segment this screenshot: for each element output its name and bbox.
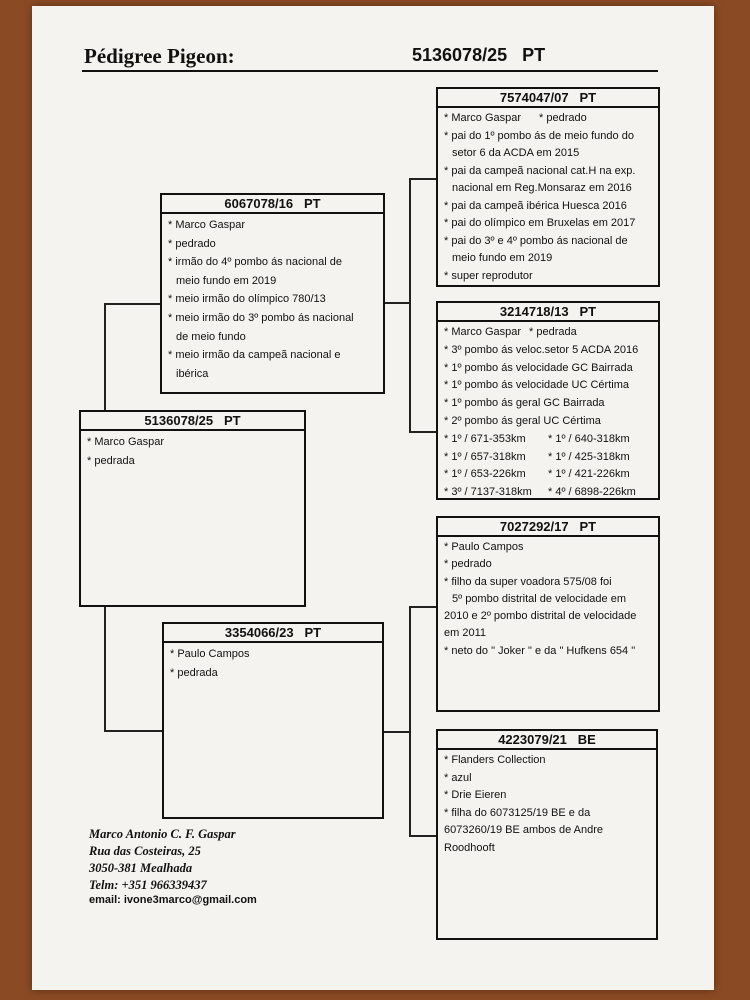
dam-dam-box (436, 729, 658, 940)
sire-line: * Marco Gaspar (168, 216, 377, 235)
sire-dam-color: pedrada (536, 326, 577, 338)
owner-phone: Telm: +351 966339437 (89, 878, 207, 892)
sire-ring: 6067078/16 PT (162, 195, 383, 214)
sire-sire-line: * pai do 1º pombo ás de meio fundo do (444, 128, 652, 146)
sire-line: ibérica (176, 367, 209, 380)
sire-line: * pedrado (168, 235, 377, 254)
page-title: Pédigree Pigeon: (84, 44, 235, 68)
result-cell: * 1º / 653-226km (444, 466, 548, 484)
dam-line: * Paulo Campos (170, 645, 376, 664)
owner-name: Marco Antonio C. F. Gaspar (89, 827, 236, 841)
dam-dam-line: * Flanders Collection (444, 752, 650, 770)
dam-dam-line: Roodhooft (444, 841, 495, 854)
sire-sire-line: nacional em Reg.Monsaraz em 2016 (452, 182, 632, 194)
connector (409, 431, 437, 433)
sire-sire-line: setor 6 da ACDA em 2015 (452, 147, 580, 159)
connector (104, 303, 106, 411)
result-row (444, 449, 652, 467)
dam-box (162, 622, 384, 819)
dam-sire-line: 5º pombo distrital de velocidade em (452, 592, 627, 605)
header-rule (82, 70, 658, 72)
dam-sire-line: * neto do " Joker " e da " Hufkens 654 " (444, 643, 652, 660)
connector (409, 178, 411, 432)
subject-line: * pedrada (87, 452, 298, 471)
sire-dam-ring: 3214718/13 PT (438, 303, 658, 322)
dam-dam-line: 6073260/19 BE ambos de Andre (444, 824, 604, 837)
sire-line: * meio irmão do olímpico 780/13 (168, 290, 377, 309)
result-cell: * 1º / 657-318km (444, 449, 548, 467)
owner-email: email: ivone3marco@gmail.com (89, 894, 257, 906)
sire-sire-breeder: Marco Gaspar (451, 112, 522, 124)
sire-sire-line: * pai da campeã ibérica Huesca 2016 (444, 198, 652, 216)
sire-sire-line: * pai do olímpico em Bruxelas em 2017 (444, 215, 652, 233)
result-cell: * 3º / 7137-318km (444, 484, 548, 502)
connector (384, 302, 410, 304)
result-row (444, 431, 652, 449)
sire-sire-line: * pai da campeã nacional cat.H na exp. (444, 163, 652, 181)
dam-dam-line: * Drie Eieren (444, 787, 650, 805)
result-cell: * 1º / 640-318km (548, 431, 652, 449)
result-row (444, 484, 652, 502)
sire-dam-box: 3214718/13 PT * Marco Gaspar * pedrada * 3º pombo ás veloc.setor 5 ACDA 2016 * 1º pombo ás velocidade GC Bairrada * 1º pombo ás velocidade UC Cértima * 1º pombo ás geral GC Bairrada * 2º pombo ás geral UC Cértima * 1º / 671-353km * 1º / 640-318km * 1º / 657-318km * 1º / 425-318km * 1º / 653-226km * 1º / 421-226km * 3º / 7137-318km * 4º / 6898-226km (436, 301, 660, 500)
subject-ring: 5136078/25 PT (81, 412, 304, 431)
sire-line: meio fundo em 2019 (176, 274, 277, 287)
sire-line: * meio irmão do 3º pombo ás nacional (168, 309, 377, 328)
connector (409, 835, 437, 837)
result-cell: * 1º / 425-318km (548, 449, 652, 467)
sire-sire-color: pedrado (546, 112, 587, 124)
sire-dam-line: * 1º pombo ás geral GC Bairrada (444, 395, 652, 413)
dam-sire-line: 2010 e 2º pombo distrital de velocidade (444, 610, 637, 623)
sire-box (160, 193, 385, 394)
sire-dam-line: * 3º pombo ás veloc.setor 5 ACDA 2016 (444, 342, 652, 360)
result-cell: * 1º / 421-226km (548, 466, 652, 484)
dam-sire-line: em 2011 (444, 627, 486, 640)
dam-dam-line: * azul (444, 770, 650, 788)
sire-line: * irmão do 4º pombo ás nacional de (168, 253, 377, 272)
header-ring-number: 5136078/25 PT (412, 45, 546, 65)
dam-ring: 3354066/23 PT (164, 624, 382, 643)
dam-sire-line: * filho da super voadora 575/08 foi (444, 574, 652, 591)
dam-dam-line: * filha do 6073125/19 BE e da (444, 805, 650, 823)
sire-sire-ring: 7574047/07 PT (438, 89, 658, 108)
sire-sire-line: meio fundo em 2019 (452, 252, 553, 264)
result-row (444, 466, 652, 484)
connector (409, 178, 437, 180)
connector (384, 731, 410, 733)
connector (409, 606, 437, 608)
dam-sire-box (436, 516, 660, 712)
sire-line: de meio fundo (176, 330, 246, 343)
dam-line: * pedrada (170, 664, 376, 683)
connector (104, 730, 162, 732)
connector (104, 606, 106, 731)
sire-sire-box: 7574047/07 PT * Marco Gaspar * pedrado * pai do 1º pombo ás de meio fundo do setor 6 da ACDA em 2015 * pai da campeã nacional cat.H na exp. nacional em Reg.Monsaraz em 2016 * pai da campeã ibérica Huesca 2016 * pai do olímpico em Bruxelas em 2017 * pai do 3º e 4º pombo ás nacional de meio fundo em 2019 * super reprodutor (436, 87, 660, 287)
sire-dam-line: * 1º pombo ás velocidade UC Cértima (444, 377, 652, 395)
result-cell: * 4º / 6898-226km (548, 484, 652, 502)
subject-line: * Marco Gaspar (87, 433, 298, 452)
connector (104, 303, 162, 305)
owner-address (89, 826, 257, 906)
result-cell: * 1º / 671-353km (444, 431, 548, 449)
sire-dam-line: * 2º pombo ás geral UC Cértima (444, 413, 652, 431)
owner-city: 3050-381 Mealhada (89, 861, 193, 875)
dam-sire-ring: 7027292/17 PT (438, 518, 658, 537)
sire-dam-breeder: Marco Gaspar (451, 326, 522, 338)
sire-sire-line: * pai do 3º e 4º pombo ás nacional de (444, 233, 652, 251)
subject-box (79, 410, 306, 607)
dam-sire-line: * pedrado (444, 556, 652, 573)
sire-line: * meio irmão da campeã nacional e (168, 346, 377, 365)
dam-sire-line: * Paulo Campos (444, 539, 652, 556)
sire-sire-line: * super reprodutor (444, 268, 652, 286)
connector (409, 606, 411, 836)
dam-dam-ring: 4223079/21 BE (438, 731, 656, 750)
sire-dam-line: * 1º pombo ás velocidade GC Bairrada (444, 360, 652, 378)
owner-street: Rua das Costeiras, 25 (89, 844, 201, 858)
